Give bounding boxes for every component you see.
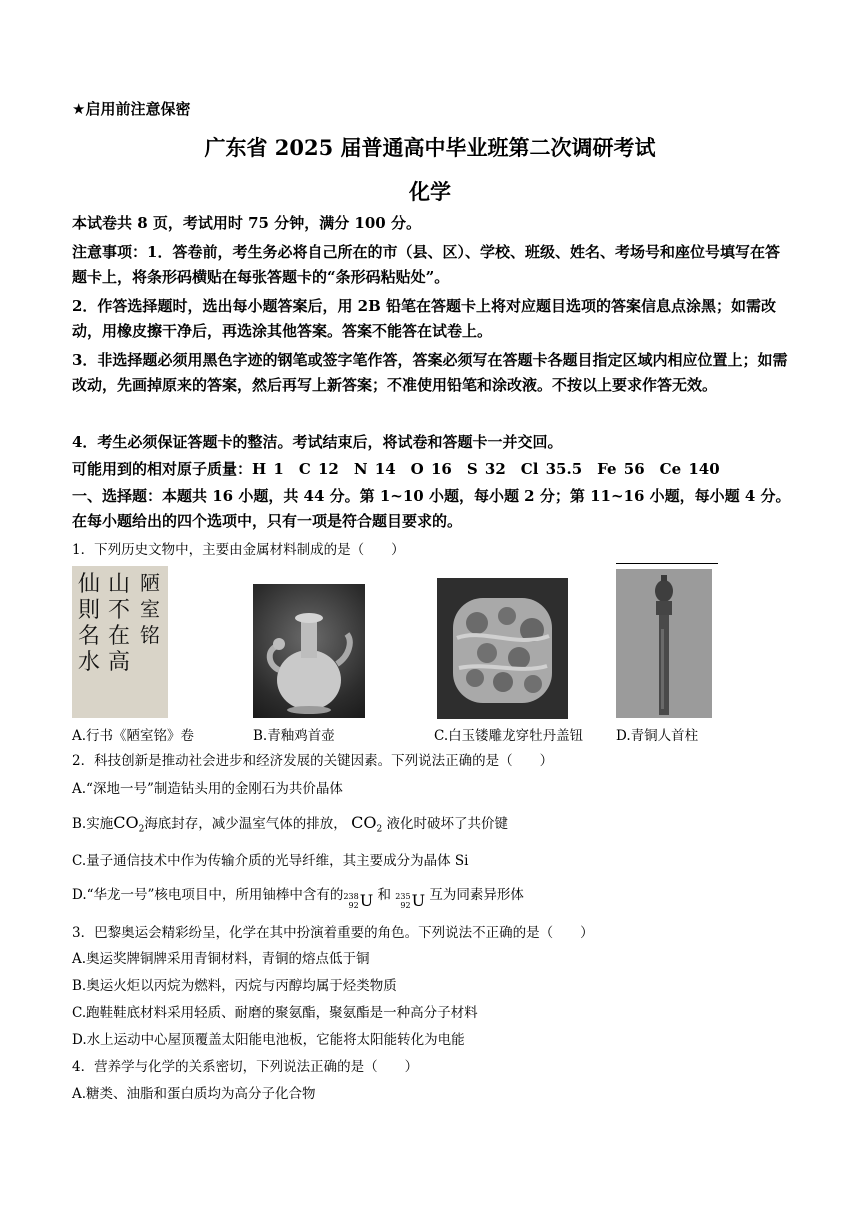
q3-option-a: A.奥运奖牌铜牌采用青铜材料，青铜的熔点低于铜 xyxy=(72,951,370,967)
ceramic-ewer-image xyxy=(253,584,365,718)
note-4: 4．考生必须保证答题卡的整洁。考试结束后，将试卷和答题卡一并交回。 xyxy=(72,433,563,451)
q3-stem: 3．巴黎奥运会精彩纷呈，化学在其中扮演着重要的角色。下列说法不正确的是（ ） xyxy=(72,925,594,941)
confidential-notice: ★启用前注意保密 xyxy=(72,100,191,118)
u238-symbol: U xyxy=(359,891,374,910)
co2-formula-2: CO xyxy=(351,813,377,832)
q1-stem: 1．下列历史文物中，主要由金属材料制成的是（ ） xyxy=(72,542,405,558)
q3-option-d: D.水上运动中心屋顶覆盖太阳能电池板，它能将太阳能转化为电能 xyxy=(72,1032,465,1048)
jade-carving-image xyxy=(437,578,568,719)
section-heading: 一、选择题：本题共 16 小题，共 44 分。第 1~10 小题，每小题 2 分；第 11~16 小题，每小题 4 分。在每小题给出的四个选项中，只有一项是符合题目要求的。 xyxy=(72,487,791,530)
u238-z: 92 xyxy=(348,901,359,910)
bronze-pillar-image xyxy=(616,569,712,718)
uranium-235 xyxy=(395,890,425,912)
co2-subscript: 2 xyxy=(138,824,145,835)
intro-line: 本试卷共 8 页，考试用时 75 分钟，满分 100 分。 xyxy=(72,214,421,232)
calligraphy-col-1: 陋室铭 xyxy=(140,571,160,647)
note-2: 2．作答选择题时，选出每小题答案后，用 2B 铅笔在答题卡上将对应题目选项的答案信息点涂黑；如需改动，用橡皮擦干净后，再选涂其他答案。答案不能答在试卷上。 xyxy=(72,297,777,340)
note-3: 3．非选择题必须用黑色字迹的钢笔或签字笔作答，答案必须写在答题卡各题目指定区域内相应位置上；如需改动，先画掉原来的答案，然后再写上新答案；不准使用铅笔和涂改液。不按以上要求作答无效。 xyxy=(72,351,788,394)
q4-stem: 4．营养学与化学的关系密切，下列说法正确的是（ ） xyxy=(72,1059,419,1075)
note-1-text: 1．答卷前，考生务必将自己所在的市（县、区）、学校、班级、姓名、考场号和座位号填写在答题卡上，将条形码横贴在每张答题卡的“条形码粘贴处”。 xyxy=(72,243,780,286)
co2-subscript-2: 2 xyxy=(376,824,383,835)
q2-option-b xyxy=(72,812,508,841)
u235-symbol: U xyxy=(411,891,426,910)
q1-option-c: C.白玉镂雕龙穿牡丹盖钮 xyxy=(434,728,584,744)
q1-option-d: D.青铜人首柱 xyxy=(616,728,699,744)
q1-option-a: A.行书《陋室铭》卷 xyxy=(72,728,195,744)
bronze-figure-icon xyxy=(616,569,712,718)
jade-knob-icon xyxy=(437,578,568,719)
exam-title: 广东省 2025 届普通高中毕业班第二次调研考试 xyxy=(204,135,656,160)
q1-option-b: B.青釉鸡首壶 xyxy=(253,728,335,744)
calligraphy-col-3: 仙則名水 xyxy=(78,572,101,675)
calligraphy-scroll-image xyxy=(72,566,168,718)
q2-b-part1: B.实施 xyxy=(72,816,114,832)
subject-title: 化学 xyxy=(409,179,451,204)
q2-d-and: 和 xyxy=(377,887,391,903)
u235-mass: 235 xyxy=(395,892,411,901)
uranium-238 xyxy=(343,890,373,912)
co2-formula: CO xyxy=(113,813,139,832)
atomic-masses: 可能用到的相对原子质量：H 1 C 12 N 14 O 16 S 32 Cl 35.5 Fe 56 Ce 140 xyxy=(72,460,720,478)
note-1 xyxy=(72,240,794,290)
q2-stem: 2．科技创新是推动社会进步和经济发展的关键因素。下列说法正确的是（ ） xyxy=(72,753,554,769)
u238-mass: 238 xyxy=(343,892,359,901)
u235-z: 92 xyxy=(400,901,411,910)
q2-d-part2: 互为同素异形体 xyxy=(429,887,524,903)
calligraphy-col-2: 山不在高 xyxy=(108,572,131,675)
q3-option-c: C.跑鞋鞋底材料采用轻质、耐磨的聚氨酯，聚氨酯是一种高分子材料 xyxy=(72,1005,478,1021)
q3-option-b: B.奥运火炬以丙烷为燃料，丙烷与丙醇均属于烃类物质 xyxy=(72,978,397,994)
ewer-icon xyxy=(253,584,365,718)
q2-option-c: C.量子通信技术中作为传输介质的光导纤维，其主要成分为晶体 Si xyxy=(72,853,469,869)
q4-option-a: A.糖类、油脂和蛋白质均为高分子化合物 xyxy=(72,1086,316,1102)
q2-b-part3: 液化时破坏了共价键 xyxy=(386,816,508,832)
q2-option-a: A.“深地一号”制造钻头用的金刚石为共价晶体 xyxy=(72,781,343,797)
notes-label: 注意事项： xyxy=(72,243,148,261)
q2-b-part2: 海底封存，减少温室气体的排放， xyxy=(144,816,347,832)
q2-d-part1: D.“华龙一号”核电项目中，所用铀棒中含有的 xyxy=(72,887,344,903)
image-top-rule xyxy=(616,563,718,564)
q2-option-d xyxy=(72,884,524,912)
